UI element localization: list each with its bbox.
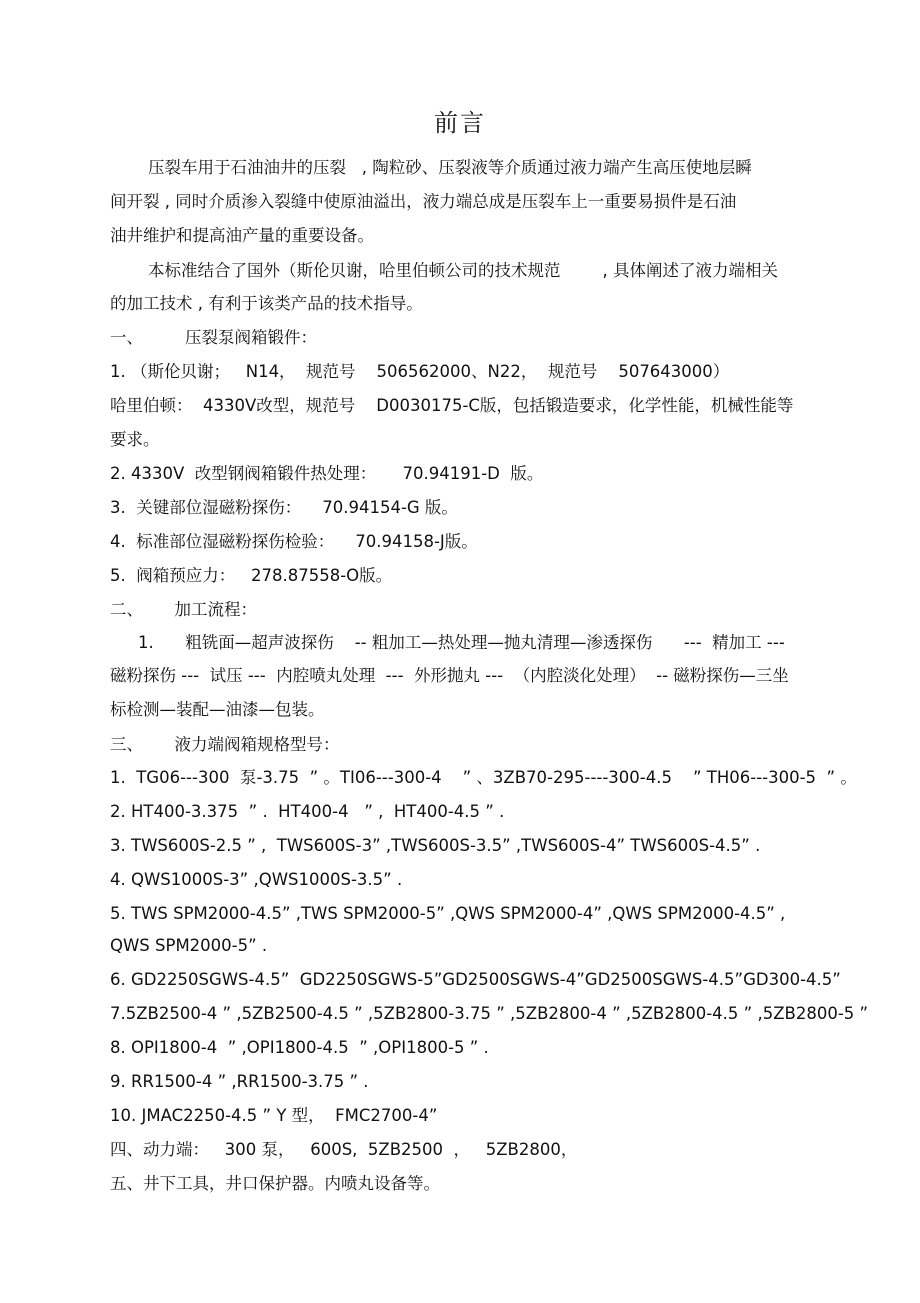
paragraph-line: 压裂车用于石油油井的压裂 , 陶粒砂、压裂液等介质通过液力端产生高压使地层瞬 [148,158,752,177]
list-item: 标检测—装配—油漆—包装。 [110,700,325,719]
list-item: 1. （斯伦贝谢； N14， 规范号 506562000、N22， 规范号 507643000） [110,362,730,381]
list-item: 哈里伯顿： 4330V改型，规范号 D0030175-C版，包括锻造要求，化学性能，机械性能等 [110,396,794,415]
list-item: 3. TWS600S-2.5 ” , TWS600S-3” ,TWS600S-3.5” ,TWS600S-4” TWS600S-4.5” . [110,836,761,855]
list-item: 8. OPI1800-4 ” ,OPI1800-4.5 ” ,OPI1800-5 ” . [110,1038,489,1057]
section-heading: 三、 液力端阀箱规格型号： [110,735,340,754]
list-item: QWS SPM2000-5” . [110,936,268,955]
list-item: 磁粉探伤 --- 试压 --- 内腔喷丸处理 --- 外形抛丸 --- （内腔淡化处理） -- 磁粉探伤—三坐 [110,666,789,685]
list-item: 5. TWS SPM2000-4.5” ,TWS SPM2000-5” ,QWS SPM2000-4” ,QWS SPM2000-4.5” , [110,904,786,923]
list-item: 4. 标准部位湿磁粉探伤检验： 70.94158-J版。 [110,532,478,551]
paragraph-line: 间开裂 , 同时介质渗入裂缝中使原油溢出，液力端总成是压裂车上一重要易损件是石油 [110,192,737,211]
section-heading: 四、动力端： 300 泵， 600S, 5ZB2500 ， 5ZB2800， [110,1140,578,1159]
paragraph-line: 的加工技术 , 有利于该类产品的技术指导。 [110,294,423,313]
paragraph-line: 油井维护和提高油产量的重要设备。 [110,226,374,245]
list-item: 4. QWS1000S-3” ,QWS1000S-3.5” . [110,870,403,889]
list-item: 6. GD2250SGWS-4.5” GD2250SGWS-5”GD2500SGWS-4”GD2500SGWS-4.5”GD300-4.5” [110,970,841,989]
section-heading: 五、井下工具，井口保护器。内喷丸设备等。 [110,1174,440,1193]
list-item: 9. RR1500-4 ” ,RR1500-3.75 ” . [110,1072,369,1091]
list-item: 7.5ZB2500-4 ” ,5ZB2500-4.5 ” ,5ZB2800-3.75 ” ,5ZB2800-4 ” ,5ZB2800-4.5 ” ,5ZB2800-5 ” [110,1004,869,1023]
section-heading: 二、 加工流程： [110,600,257,619]
page-title: 前言 [434,109,486,137]
list-item: 3. 关键部位湿磁粉探伤： 70.94154-G 版。 [110,498,458,517]
list-item: 1. TG06---300 泵-3.75 ” 。TI06---300-4 ” 、3ZB70-295----300-4.5 ” TH06---300-5 ” 。 [110,768,857,787]
paragraph-line: 本标准结合了国外（斯伦贝谢，哈里伯顿公司的技术规范 , 具体阐述了液力端相关 [148,261,778,280]
list-item: 1. 粗铣面—超声波探伤 -- 粗加工—热处理—抛丸清理—渗透探伤 --- 精加工 --- [138,633,785,652]
list-item: 要求。 [110,430,160,449]
section-heading: 一、 压裂泵阀箱锻件： [110,328,317,347]
list-item: 2. HT400-3.375 ” . HT400-4 ” , HT400-4.5 ” . [110,802,505,821]
list-item: 10. JMAC2250-4.5 ” Y 型， FMC2700-4” [110,1106,438,1125]
list-item: 5. 阀箱预应力： 278.87558-O版。 [110,566,393,585]
list-item: 2. 4330V 改型钢阀箱锻件热处理： 70.94191-D 版。 [110,464,544,483]
